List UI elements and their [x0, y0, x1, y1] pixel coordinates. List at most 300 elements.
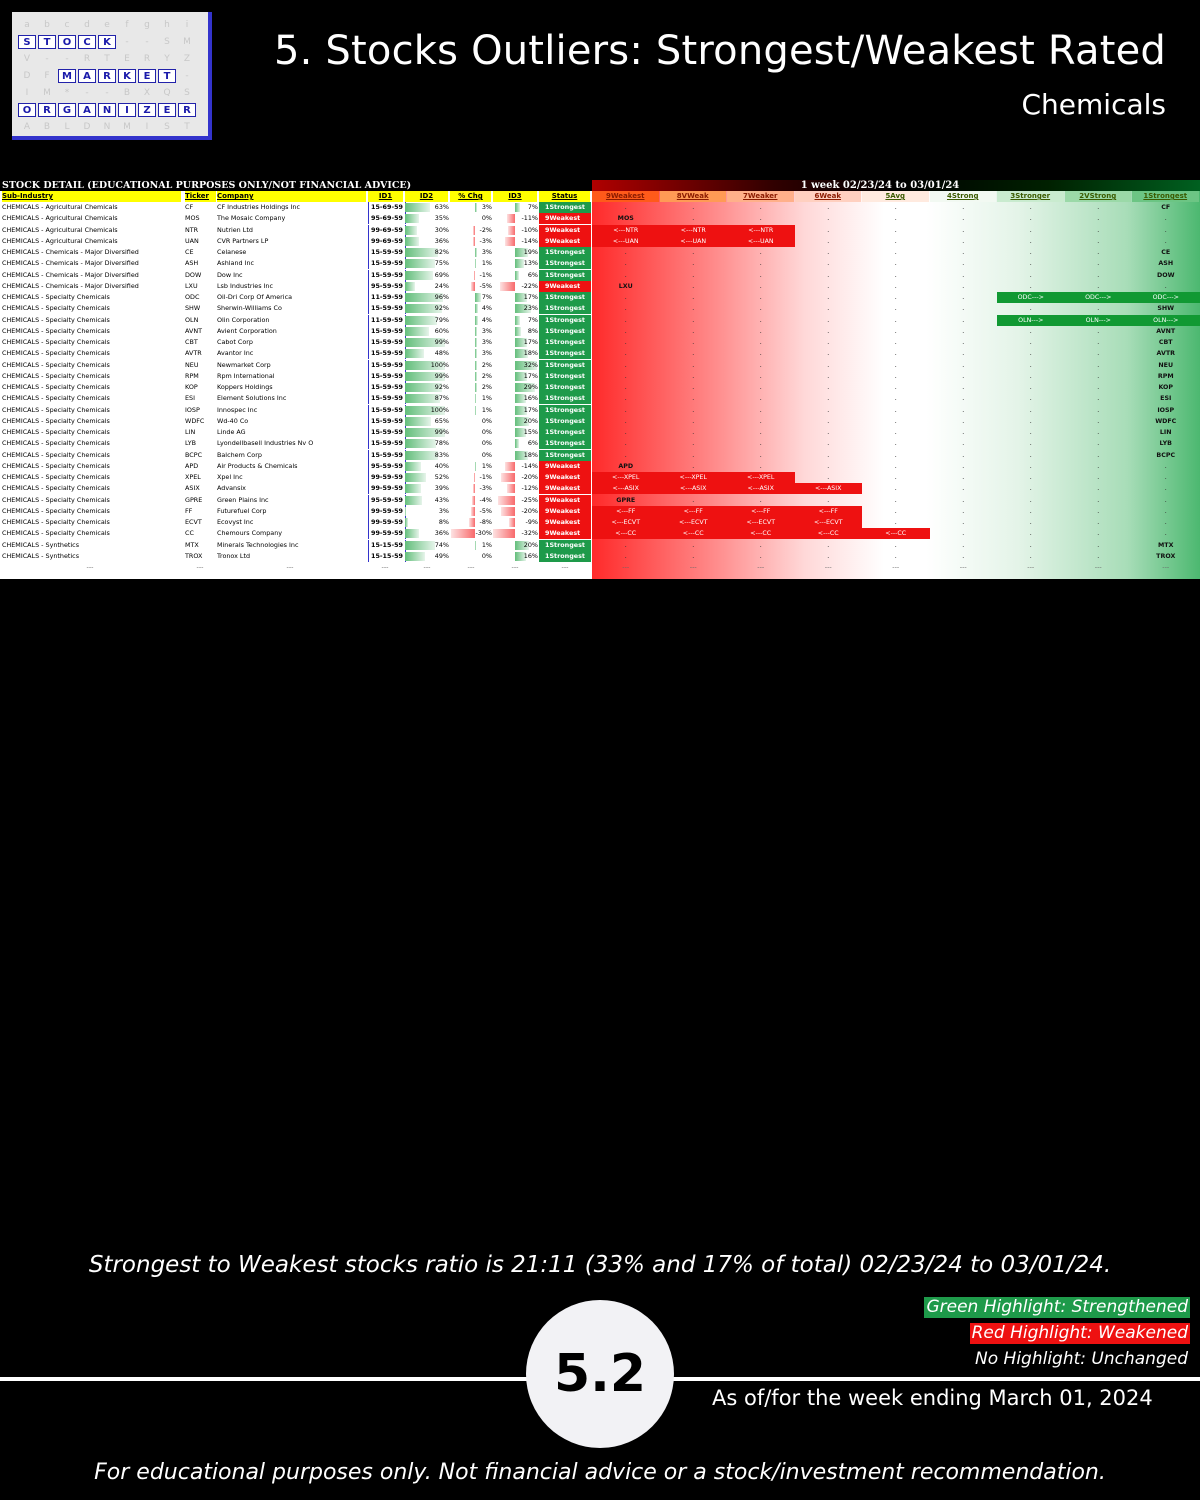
empty-rating-cell: .	[894, 248, 897, 256]
pct-change-cell: 0%	[481, 416, 492, 425]
logo-letter-box: M	[58, 69, 76, 83]
company-cell: Futurefuel Corp	[217, 506, 267, 515]
logo-letter: B	[43, 122, 51, 132]
pct-change-cell: -1%	[479, 270, 492, 279]
id3-cell: 17%	[523, 371, 538, 380]
company-cell: Cabot Corp	[217, 338, 253, 346]
table-title-bar	[0, 180, 1200, 191]
empty-rating-cell: .	[894, 461, 897, 470]
column-header[interactable]: Sub-Industry	[2, 191, 181, 202]
rating-signal-cell: BCPC	[1156, 451, 1176, 459]
ratio-summary: Strongest to Weakest stocks ratio is 21:11 (33% and 17% of total) 02/23/24 to 03/01/24.	[88, 1252, 1112, 1278]
empty-rating-cell: .	[1164, 281, 1167, 290]
sub-industry-cell: CHEMICALS - Specialty Chemicals	[2, 518, 110, 526]
empty-rating-cell: .	[894, 338, 897, 346]
company-cell: Tronox Ltd	[217, 551, 251, 560]
id1-cell: 11-59-59	[368, 292, 406, 303]
empty-rating-cell: .	[1029, 439, 1032, 448]
logo-letter-box: A	[78, 69, 96, 83]
sub-industry-cell: CHEMICALS - Specialty Chemicals	[2, 473, 110, 481]
ticker-cell: NEU	[185, 360, 199, 369]
status-badge: 1Strongest	[539, 427, 591, 438]
empty-rating-cell: .	[692, 439, 695, 448]
logo-letter: S	[164, 122, 170, 132]
empty-rating-cell: .	[1097, 236, 1100, 245]
id3-cell: -14%	[521, 236, 538, 245]
empty-rating-cell: .	[962, 315, 965, 324]
rating-signal-cell: DOW	[1156, 271, 1175, 279]
empty-rating-cell: .	[759, 371, 762, 380]
ticker-cell: WDFC	[185, 416, 205, 425]
column-header[interactable]: Status	[539, 191, 590, 202]
empty-rating-cell: .	[894, 416, 897, 425]
pct-change-cell: 0%	[481, 551, 492, 560]
sub-industry-cell: CHEMICALS - Specialty Chemicals	[2, 360, 110, 369]
empty-rating-cell: .	[1097, 551, 1100, 560]
empty-rating-cell: .	[624, 270, 627, 279]
empty-rating-cell: .	[1164, 473, 1167, 481]
empty-rating-cell: .	[759, 551, 762, 560]
id3-cell: -14%	[521, 461, 538, 470]
disclaimer: For educational purposes only. Not financial advice or a stock/investment recommendation.	[94, 1460, 1106, 1485]
empty-rating-cell: .	[624, 551, 627, 560]
rating-column-header[interactable]: 7Weaker	[727, 191, 794, 202]
id2-cell: 69%	[434, 270, 449, 279]
empty-rating-cell: .	[827, 394, 830, 403]
logo-letter: F	[44, 71, 50, 81]
legend-none: No Highlight: Unchanged	[975, 1349, 1188, 1369]
empty-rating-cell: .	[1097, 518, 1100, 526]
ticker-cell: ECVT	[185, 518, 202, 526]
empty-rating-cell: .	[827, 270, 830, 279]
column-header[interactable]: ID1	[368, 191, 403, 202]
logo-letter-box: R	[98, 69, 116, 83]
ticker-cell: RPM	[185, 371, 199, 380]
rating-column-header[interactable]: 6Weak	[795, 191, 862, 202]
empty-rating-cell: .	[692, 270, 695, 279]
empty-rating-cell: .	[894, 326, 897, 335]
empty-rating-cell: .	[692, 371, 695, 380]
logo-letter: M	[183, 37, 191, 47]
ticker-cell: MOS	[185, 214, 200, 223]
rating-signal-cell: GPRE	[616, 496, 636, 504]
empty-rating-cell: .	[692, 428, 695, 436]
rating-column-header[interactable]: 5Avg	[862, 191, 929, 202]
empty-rating-cell: .	[624, 326, 627, 335]
id3-cell: -20%	[521, 473, 538, 481]
company-cell: Xpel Inc	[217, 473, 243, 481]
logo-row	[18, 18, 196, 32]
table-row	[0, 360, 1200, 371]
empty-rating-cell: .	[1029, 338, 1032, 346]
id2-cell: 99%	[434, 371, 449, 380]
logo-letter: *	[64, 88, 70, 98]
empty-rating-cell: .	[624, 349, 627, 358]
id1-cell: 99-59-59	[368, 528, 406, 539]
empty-rating-cell: .	[1029, 540, 1032, 549]
company-cell: Celanese	[217, 248, 247, 256]
empty-rating-cell: .	[894, 450, 897, 459]
logo-letter: D	[83, 122, 91, 132]
pct-change-cell: 1%	[481, 540, 492, 549]
sub-industry-cell: CHEMICALS - Specialty Chemicals	[2, 315, 110, 324]
id1-cell: 99-59-59	[368, 472, 406, 483]
logo-row	[18, 103, 196, 117]
pct-change-cell: 2%	[481, 371, 492, 380]
company-cell: Sherwin-Williams Co	[217, 304, 282, 313]
pct-change-cell: 3%	[481, 248, 492, 256]
filler-cell: ---	[824, 563, 832, 571]
sub-industry-cell: CHEMICALS - Specialty Chemicals	[2, 338, 110, 346]
sub-industry-cell: CHEMICALS - Specialty Chemicals	[2, 304, 110, 313]
empty-rating-cell: .	[894, 203, 897, 211]
rating-column-header[interactable]: 2VStrong	[1065, 191, 1132, 202]
column-header[interactable]: % Chg	[450, 191, 491, 202]
rating-signal-cell: OLN--->	[1132, 315, 1200, 326]
empty-rating-cell: .	[1097, 529, 1100, 538]
table-row	[0, 247, 1200, 258]
status-badge: 1Strongest	[539, 258, 591, 269]
empty-rating-cell: .	[759, 203, 762, 211]
empty-rating-cell: .	[1029, 461, 1032, 470]
ticker-cell: LYB	[185, 439, 196, 448]
column-header[interactable]: Company	[217, 191, 366, 202]
empty-rating-cell: .	[1029, 506, 1032, 515]
empty-rating-cell: .	[827, 428, 830, 436]
status-badge: 9Weakest	[539, 472, 591, 483]
rating-signal-cell: <---ASIX	[660, 483, 728, 494]
empty-rating-cell: .	[692, 293, 695, 301]
status-badge: 9Weakest	[539, 517, 591, 528]
column-header[interactable]: ID2	[405, 191, 448, 202]
empty-rating-cell: .	[827, 214, 830, 223]
logo-letter: M	[123, 122, 131, 132]
empty-rating-cell: .	[692, 383, 695, 391]
company-cell: Newmarket Corp	[217, 360, 271, 369]
pct-change-cell: -5%	[479, 506, 492, 515]
company-cell: Linde AG	[217, 428, 246, 436]
pct-change-cell: 7%	[481, 293, 492, 301]
empty-rating-cell: .	[962, 259, 965, 268]
rating-signal-cell: <---NTR	[592, 225, 660, 236]
filler-cell: ---	[511, 563, 519, 571]
empty-rating-cell: .	[1097, 450, 1100, 459]
empty-rating-cell: .	[1029, 450, 1032, 459]
empty-rating-cell: .	[1097, 270, 1100, 279]
logo-letter: S	[164, 37, 170, 47]
ticker-cell: DOW	[185, 270, 202, 279]
sub-industry-cell: CHEMICALS - Specialty Chemicals	[2, 439, 110, 448]
id1-cell: 15-59-59	[368, 450, 406, 461]
empty-rating-cell: .	[1029, 281, 1032, 290]
empty-rating-cell: .	[1097, 405, 1100, 414]
logo-letter: -	[145, 37, 149, 47]
sub-industry-cell: CHEMICALS - Specialty Chemicals	[2, 416, 110, 425]
ticker-cell: GPRE	[185, 495, 203, 504]
logo-letter-box: N	[98, 103, 116, 117]
sub-industry-cell: CHEMICALS - Specialty Chemicals	[2, 326, 110, 335]
id2-cell: 63%	[434, 203, 449, 211]
id3-cell: 7%	[527, 203, 538, 211]
status-badge: 1Strongest	[539, 202, 591, 213]
id3-cell: 15%	[523, 428, 538, 436]
pct-change-cell: -2%	[479, 225, 492, 234]
id1-cell: 15-59-59	[368, 405, 406, 416]
pct-change-cell: 3%	[481, 349, 492, 358]
rating-signal-cell: CE	[1161, 249, 1171, 256]
as-of-date: As of/for the week ending March 01, 2024	[712, 1386, 1153, 1410]
sub-industry-cell: CHEMICALS - Specialty Chemicals	[2, 450, 110, 459]
empty-rating-cell: .	[962, 338, 965, 346]
sub-industry-cell: CHEMICALS - Specialty Chemicals	[2, 293, 110, 301]
logo-letter-box: O	[18, 103, 36, 117]
empty-rating-cell: .	[894, 214, 897, 223]
id1-cell: 15-59-59	[368, 337, 406, 348]
empty-rating-cell: .	[1029, 428, 1032, 436]
logo-letter: -	[105, 88, 109, 98]
status-badge: 9Weakest	[539, 495, 591, 506]
rating-signal-cell: <---ASIX	[795, 483, 863, 494]
empty-rating-cell: .	[759, 214, 762, 223]
logo-letter: N	[103, 122, 111, 132]
empty-rating-cell: .	[962, 326, 965, 335]
empty-rating-cell: .	[624, 540, 627, 549]
company-cell: Oil-Dri Corp Of America	[217, 293, 293, 301]
empty-rating-cell: .	[759, 461, 762, 470]
id1-cell: 15-59-59	[368, 416, 406, 427]
company-cell: Lyondellbasell Industries Nv O	[217, 439, 314, 448]
pct-change-cell: -1%	[479, 473, 492, 481]
filler-cell: ---	[1162, 563, 1170, 571]
id3-cell: 18%	[523, 349, 538, 358]
id3-cell: 17%	[523, 293, 538, 301]
id3-cell: 29%	[523, 383, 538, 391]
empty-rating-cell: .	[962, 203, 965, 211]
empty-rating-cell: .	[894, 506, 897, 515]
company-cell: Ecovyst Inc	[217, 518, 254, 526]
id1-cell: 95-59-59	[368, 495, 406, 506]
company-cell: Ashland Inc	[217, 259, 255, 268]
empty-rating-cell: .	[759, 428, 762, 436]
filler-cell: ---	[423, 563, 431, 571]
id2-cell: 49%	[434, 551, 449, 560]
rating-signal-cell: <---XPEL	[727, 472, 795, 483]
page-subtitle: Chemicals	[1021, 88, 1166, 121]
logo-letter: c	[64, 20, 70, 30]
legend-green: Green Highlight: Strengthened	[926, 1297, 1188, 1317]
empty-rating-cell: .	[1097, 394, 1100, 403]
id2-cell: 79%	[434, 315, 449, 324]
empty-rating-cell: .	[1097, 371, 1100, 380]
company-cell: CVR Partners LP	[217, 236, 269, 245]
empty-rating-cell: .	[692, 461, 695, 470]
empty-rating-cell: .	[624, 383, 627, 391]
id2-cell: 92%	[434, 383, 449, 391]
id1-cell: 15-59-59	[368, 382, 406, 393]
rating-signal-cell: RPM	[1157, 372, 1174, 380]
empty-rating-cell: .	[827, 416, 830, 425]
id2-cell: 65%	[434, 416, 449, 425]
logo-letter: T	[184, 122, 190, 132]
rating-signal-cell: <---NTR	[660, 225, 728, 236]
empty-rating-cell: .	[1097, 338, 1100, 346]
ticker-cell: LXU	[185, 281, 198, 290]
rating-signal-cell: <---CC	[727, 528, 795, 539]
rating-column-header[interactable]: 1Strongest	[1132, 191, 1199, 202]
rating-signal-cell: <---FF	[727, 506, 795, 517]
ticker-cell: AVTR	[185, 349, 202, 358]
logo-letter-box: A	[78, 103, 96, 117]
table-row	[0, 427, 1200, 438]
company-cell: Olin Corporation	[217, 315, 270, 324]
id3-cell: 16%	[523, 551, 538, 560]
pct-change-cell: 1%	[481, 394, 492, 403]
empty-rating-cell: .	[827, 259, 830, 268]
table-row	[0, 258, 1200, 269]
empty-rating-cell: .	[1097, 349, 1100, 358]
table-row	[0, 438, 1200, 449]
empty-rating-cell: .	[759, 293, 762, 301]
empty-rating-cell: .	[759, 349, 762, 358]
empty-rating-cell: .	[962, 281, 965, 290]
empty-rating-cell: .	[894, 383, 897, 391]
rating-column-header[interactable]: 3Stronger	[997, 191, 1064, 202]
rating-signal-cell: ESI	[1160, 395, 1172, 403]
empty-rating-cell: .	[1097, 383, 1100, 391]
rating-signal-cell: <---ASIX	[592, 483, 660, 494]
empty-rating-cell: .	[1029, 225, 1032, 234]
column-header[interactable]: Ticker	[185, 191, 216, 202]
empty-rating-cell: .	[759, 394, 762, 403]
filler-cell: ---	[561, 563, 569, 571]
rating-column-header[interactable]: 4Strong	[930, 191, 997, 202]
id2-cell: 39%	[434, 484, 449, 493]
rating-column-header[interactable]: 8VWeak	[660, 191, 727, 202]
empty-rating-cell: .	[1097, 259, 1100, 268]
pct-change-cell: 2%	[481, 360, 492, 369]
ticker-cell: XPEL	[185, 473, 201, 481]
sub-industry-cell: CHEMICALS - Agricultural Chemicals	[2, 225, 118, 234]
empty-rating-cell: .	[894, 484, 897, 493]
company-cell: Avient Corporation	[217, 326, 277, 335]
empty-rating-cell: .	[894, 304, 897, 313]
logo-letter-box: Z	[138, 103, 156, 117]
empty-rating-cell: .	[692, 540, 695, 549]
filler-cell: ---	[1027, 563, 1035, 571]
empty-rating-cell: .	[759, 416, 762, 425]
company-cell: The Mosaic Company	[217, 214, 286, 223]
table-row	[0, 337, 1200, 348]
table-row	[0, 348, 1200, 359]
id3-cell: -20%	[521, 506, 538, 515]
table-row	[0, 551, 1200, 562]
pct-change-cell: 3%	[481, 203, 492, 211]
filler-cell: ---	[959, 563, 967, 571]
rating-signal-cell: AVNT	[1156, 327, 1176, 335]
empty-rating-cell: .	[692, 203, 695, 211]
empty-rating-cell: .	[759, 338, 762, 346]
id2-cell: 78%	[434, 439, 449, 448]
logo-letter: E	[124, 54, 130, 64]
company-cell: Koppers Holdings	[217, 383, 273, 391]
id2-cell: 3%	[438, 506, 449, 515]
id1-cell: 15-59-59	[368, 258, 406, 269]
logo-row	[18, 120, 196, 134]
pct-change-cell: 0%	[481, 428, 492, 436]
sub-industry-cell: CHEMICALS - Agricultural Chemicals	[2, 203, 118, 211]
pct-change-cell: -5%	[479, 281, 492, 290]
empty-rating-cell: .	[759, 270, 762, 279]
id3-cell: -25%	[521, 495, 538, 504]
id2-cell: 30%	[434, 225, 449, 234]
id3-cell: 20%	[523, 416, 538, 425]
status-badge: 1Strongest	[539, 438, 591, 449]
empty-rating-cell: .	[962, 495, 965, 504]
pct-change-cell: -8%	[479, 518, 492, 526]
logo-letter-box: S	[18, 35, 36, 49]
rating-signal-cell: CBT	[1158, 339, 1173, 346]
empty-rating-cell: .	[827, 360, 830, 369]
rating-signal-cell: <---CC	[592, 528, 660, 539]
pct-change-cell: 1%	[481, 461, 492, 470]
empty-rating-cell: .	[827, 371, 830, 380]
id2-cell: 87%	[434, 394, 449, 403]
company-cell: Nutrien Ltd	[217, 225, 253, 234]
column-header[interactable]: ID3	[493, 191, 537, 202]
sub-industry-cell: CHEMICALS - Specialty Chemicals	[2, 428, 110, 436]
pct-change-cell: 0%	[481, 214, 492, 223]
logo-row	[18, 69, 196, 83]
rating-column-header[interactable]: 9Weakest	[592, 191, 659, 202]
empty-rating-cell: .	[692, 416, 695, 425]
empty-rating-cell: .	[624, 416, 627, 425]
id1-cell: 15-59-59	[368, 348, 406, 359]
sub-industry-cell: CHEMICALS - Agricultural Chemicals	[2, 214, 118, 223]
sub-industry-cell: CHEMICALS - Synthetics	[2, 551, 80, 560]
status-badge: 1Strongest	[539, 405, 591, 416]
logo-letter-box: I	[118, 103, 136, 117]
empty-rating-cell: .	[827, 450, 830, 459]
table-row	[0, 326, 1200, 337]
logo-letter: Q	[163, 88, 171, 98]
empty-rating-cell: .	[962, 473, 965, 481]
empty-rating-cell: .	[962, 394, 965, 403]
empty-rating-cell: .	[759, 304, 762, 313]
company-cell: Chemours Company	[217, 529, 283, 538]
logo-letter-box: E	[138, 69, 156, 83]
empty-rating-cell: .	[1097, 495, 1100, 504]
rating-signal-cell: <---CC	[795, 528, 863, 539]
rating-signal-cell: ODC--->	[997, 292, 1065, 303]
logo-letter: -	[185, 71, 189, 81]
rating-signal-cell: NEU	[1158, 361, 1174, 369]
empty-rating-cell: .	[759, 450, 762, 459]
rating-signal-cell: <---UAN	[727, 236, 795, 247]
id2-cell: 100%	[430, 360, 449, 369]
table-row	[0, 450, 1200, 461]
logo-letter-box: E	[158, 103, 176, 117]
empty-rating-cell: .	[827, 293, 830, 301]
empty-rating-cell: .	[624, 450, 627, 459]
id2-cell: 43%	[434, 495, 449, 504]
empty-rating-cell: .	[1029, 326, 1032, 335]
empty-rating-cell: .	[894, 518, 897, 526]
rating-signal-cell: IOSP	[1157, 406, 1175, 414]
empty-rating-cell: .	[692, 349, 695, 358]
empty-rating-cell: .	[1164, 518, 1167, 526]
logo-letter: h	[164, 20, 170, 30]
empty-rating-cell: .	[962, 248, 965, 256]
